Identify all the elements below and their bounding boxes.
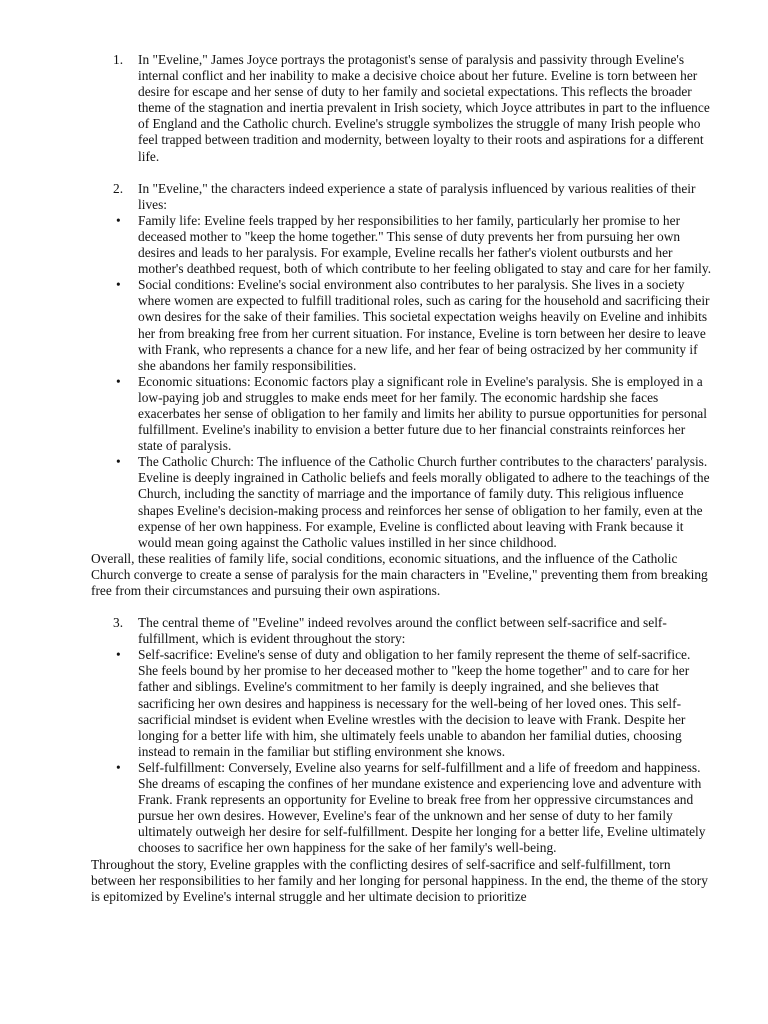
bullet-catholic-church (116, 454, 712, 551)
bullet-economic-situations (116, 373, 712, 454)
bullet-self-fulfillment (116, 759, 712, 857)
bullet-icon: • (116, 759, 121, 775)
item-number: 3. (113, 615, 124, 631)
bullet-icon: • (116, 373, 121, 389)
bullet-text: The Catholic Church: The influence of the Catholic Church further contributes to the characters' paralysis. Eveline is deeply ingrained in Catholic beliefs and feels morally obligated to adhere to the teachings of the Church, including the sanctity of marriage and the importance of family duty. This religious influence shapes Eveline's decision-making process and reinforces her sense of obligation to her family, even at the expense of her own happiness. For example, Eveline is conflicted about leaving with Frank because it would mean going against the Catholic values instilled in her since childhood. (138, 454, 710, 550)
bullet-text: Economic situations: Economic factors play a significant role in Eveline's paralysis. She is employed in a low-paying job and struggles to make ends meet for her family. The economic hardship she faces exacerbates her sense of obligation to her family and limits her ability to pursue opportunities for personal fulfillment. Eveline's inability to envision a better future due to her financial constraints reinforces her state of paralysis. (138, 373, 707, 454)
bullet-icon: • (116, 277, 121, 293)
item-number: 1. (113, 52, 124, 67)
item-text: In "Eveline," the characters indeed experience a state of paralysis influenced by various realities of their lives: (138, 180, 696, 212)
closing-paragraph: Throughout the story, Eveline grapples with the conflicting desires of self-sacrifice and self-fulfillment, torn between her responsibilities to her family and her longing for personal happiness. In the end, the theme of the story is epitomized by Eveline's internal struggle and her ultimate decision to prioritize (91, 856, 708, 904)
bullet-icon: • (116, 647, 121, 663)
numbered-item-3 (113, 615, 712, 647)
bullet-text: Self-fulfillment: Conversely, Eveline also yearns for self-fulfillment and a life of freedom and happiness. She dreams of escaping the confines of her mundane existence and experiencing love and adventure with Frank. Frank represents an opportunity for Eveline to break free from her oppressive circumstances and pursue her own desires. However, Eveline's fear of the unknown and her sense of duty to her family ultimately outweigh her desire for self-fulfillment. Despite her longing for a better life, Eveline ultimately chooses to sacrifice her own happiness for the sake of her family's well-being. (138, 759, 706, 856)
bullet-icon: • (116, 454, 121, 470)
document-page (0, 52, 768, 905)
item-number: 2. (113, 180, 124, 196)
bullet-self-sacrifice (116, 647, 712, 760)
numbered-item-1 (113, 52, 712, 165)
bullet-social-conditions (116, 277, 712, 374)
bullet-family-life (116, 212, 712, 277)
bullet-text: Family life: Eveline feels trapped by her responsibilities to her family, particularly her promise to her deceased mother to "keep the home together." This sense of duty prevents her from pursuing her own desires and leads to her paralysis. For example, Eveline recalls her father's violent outbursts and her mother's deathbed request, both of which contribute to her feeling obligated to stay and care for her family. (138, 212, 712, 277)
item-text: The central theme of "Eveline" indeed revolves around the conflict between self-sacrifice and self-fulfillment, which is evident throughout the story: (138, 615, 667, 647)
bullet-text: Self-sacrifice: Eveline's sense of duty and obligation to her family represent the theme of self-sacrifice. She feels bound by her promise to her deceased mother to "keep the home together" and to care for her father and siblings. Eveline's commitment to her family is deeply ingrained, and she believes that sacrificing her own desires and happiness is necessary for the well-being of her loved ones. This self-sacrificial mindset is evident when Eveline wrestles with the decision to leave with Frank. Despite her longing for a better life with him, she ultimately feels unable to abandon her familial duties, choosing instead to remain in the familiar but stifling environment she knows. (138, 647, 691, 759)
item-text: In "Eveline," James Joyce portrays the protagonist's sense of paralysis and passivity through Eveline's internal conflict and her inability to make a decisive choice about her future. Eveline is torn between her desire for escape and her sense of duty to her family and societal expectations. This reflects the broader theme of the stagnation and inertia prevalent in Irish society, which Joyce attributes in part to the influence of England and the Catholic church. Eveline's struggle symbolizes the struggle of many Irish people who feel trapped between tradition and modernity, between loyalty to their roots and aspirations for a different life. (138, 52, 710, 164)
numbered-item-2 (113, 180, 712, 213)
bullet-icon: • (116, 212, 121, 228)
summary-paragraph: Overall, these realities of family life, social conditions, economic situations, and the influence of the Catholic Church converge to create a sense of paralysis for the main characters in "Eveline," preventing them from breaking free from their circumstances and pursuing their own aspirations. (91, 550, 708, 598)
bullet-text: Social conditions: Eveline's social environment also contributes to her paralysis. She lives in a society where women are expected to fulfill traditional roles, such as caring for the household and sacrificing their own desires for the sake of their families. This societal expectation weighs heavily on Eveline and inhibits her from breaking free from her current situation. For instance, Eveline is torn between her desire to leave with Frank, who represents a chance for a new life, and her fear of being ostracized by her community if she abandons her family responsibilities. (138, 277, 710, 373)
